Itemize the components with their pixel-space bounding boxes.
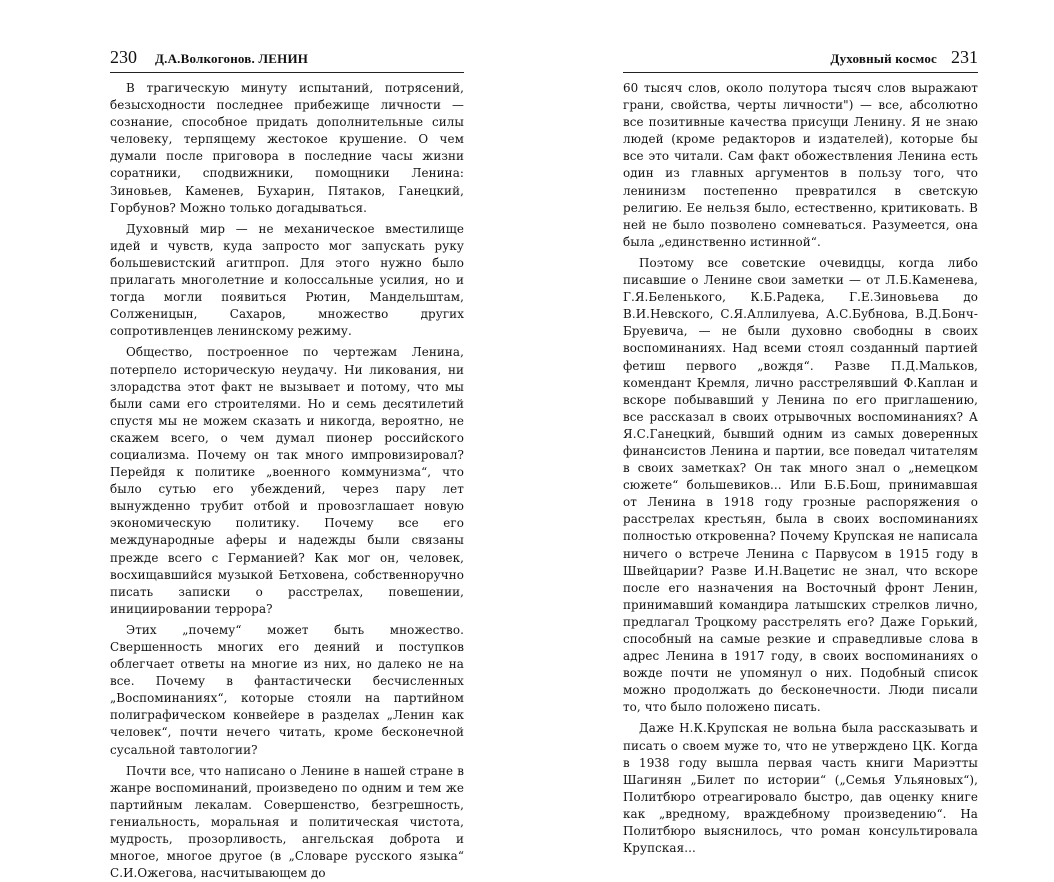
paragraph: 60 тысяч слов, около полутора тысяч слов выражают грани, свойства, черты личности") — все, абсолютно все позитивные качества присущи Ленину. Я не знаю людей (кроме редакторов и издателей), которые бы все это читали. Сам факт обожествления Ленина есть один из главных аргументов в пользу того, что ленинизм постепенно превратился в светскую религию. Ее нельзя было, естественно, критиковать. В ней не было позволено сомневаться. Разумеется, она была „единственно истинной“. — [623, 81, 978, 249]
left-header-rule — [110, 72, 464, 73]
paragraph: Общество, построенное по чертежам Ленина, потерпело историческую неудачу. Ни ликования, ни злорадства этот факт не вызывает и потому, что мы были сами его строителями. Но и семь десятилетий спустя мы не можем сказать и никогда, вероятно, не скажем всего, о чем думал пионер российского социализма. Почему он так много импровизировал? Перейдя к политике „военного коммунизма“, что было сутью его убеждений, через пару лет вынужденно трубит отбой и провозглашает новую экономическую политику. Почему все его международные аферы и надежды были связаны прежде всего с Германией? Как мог он, человек, восхищавшийся музыкой Бетховена, собственноручно писать записки о расстрелах, повешении, инициировании террора? — [110, 345, 464, 616]
right-header-rule — [623, 72, 978, 73]
right-header-title: Духовный космос — [830, 51, 937, 66]
paragraph: Духовный мир — не механическое вместилище идей и чувств, куда запросто мог запускать руку большевистский агитпроп. Для этого нужно было прилагать многолетние и колоссальные усилия, но и тогда могли появиться Рютин, Мандельштам, Солженицын, Сахаров, множество других сопротивленцев ленинскому режиму. — [110, 221, 464, 339]
paragraph: Поэтому все советские очевидцы, когда либо писавшие о Ленине свои заметки — от Л.Б.Каменева, Г.Я.Беленького, К.Б.Радека, Г.Е.Зиновьева до В.И.Невского, С.Я.Аллилуева, А.С.Бубнова, В.Д.Бонч-Бруевича, — не были духовно свободны в своих воспоминаниях. Над всеми стоял созданный партией фетиш первого „вождя“. Разве П.Д.Мальков, комендант Кремля, лично расстрелявший Ф.Каплан и вскоре побывавший у Ленина по его приглашению, все рассказал в своих отрывочных воспоминаниях? А Я.С.Ганецкий, бывший одним из самых доверенных финансистов Ленина и партии, все поведал читателям в своих заметках? Он так много знал о „немецком сюжете“ большевиков... Или Б.Б.Бош, принимавшая от Ленина в 1918 году грозные распоряжения о расстрелах крестьян, была в своих воспоминаниях полностью откровенна? Почему Крупская не написала ничего о встрече Ленина с Парвусом в 1915 году в Швейцарии? Разве И.Н.Вацетис не знал, что вскоре после его назначения на Восточный фронт Ленин, принимавший командира латышских стрелков лично, предлагал Троцкому расстрелять его? Даже Горький, способный на самые резкие и справедливые слова в адрес Ленина в 1917 году, в своих воспоминаниях о вожде почти не упомянул о них. Подобный список можно продолжать до бесконечности. Люди писали то, что было положено писать. — [623, 255, 978, 715]
left-header-title: Д.А.Волкогонов. ЛЕНИН — [155, 51, 309, 66]
paragraph: Этих „почему“ может быть множество. Свершенность многих его деяний и поступков облегчает ответы на многие из них, но далеко не на все. Почему в фантастически бесчисленных „Воспоминаниях“, которые стояли на партийном полиграфическом конвейере в разделах „Ленин как человек“, почти нечего читать, кроме бесконечной сусальной тавтологии? — [110, 622, 464, 757]
left-page-number: 230 — [110, 47, 137, 67]
left-page — [0, 0, 527, 881]
paragraph: Почти все, что написано о Ленине в нашей стране в жанре воспоминаний, произведено по одним и тем же партийным лекалам. Совершенство, безгрешность, гениальность, моральная и политическая чистота, мудрость, прозорливость, ангельская доброта и многое, многое другое (в „Словаре русского языка“ С.И.Ожегова, насчитывающем до — [110, 763, 464, 881]
right-text-column — [623, 80, 978, 857]
paragraph: В трагическую минуту испытаний, потрясений, безысходности последнее прибежище личности — сознание, способное придать дополнительные силы человеку, терпящему жестокое крушение. О чем думали после приговора в последние часы жизни соратники, сподвижники, помощники Ленина: Зиновьев, Каменев, Бухарин, Пятаков, Ганецкий, Горбунов? Можно только догадываться. — [110, 81, 464, 215]
left-text-column — [110, 80, 464, 882]
right-running-header — [623, 47, 978, 69]
right-page — [527, 0, 1054, 856]
left-running-header — [110, 47, 464, 69]
paragraph: Даже Н.К.Крупская не вольна была рассказывать и писать о своем муже то, что не утверждено ЦК. Когда в 1938 году вышла первая часть книги Мариэтты Шагинян „Билет по истории“ („Семья Ульяновых“), Политбюро отреагировало быстро, дав оценку книге как „вредному, враждебному произведению“. На Политбюро выяснилось, что роман консультировала Крупская... — [623, 721, 978, 856]
right-page-number: 231 — [951, 47, 978, 67]
